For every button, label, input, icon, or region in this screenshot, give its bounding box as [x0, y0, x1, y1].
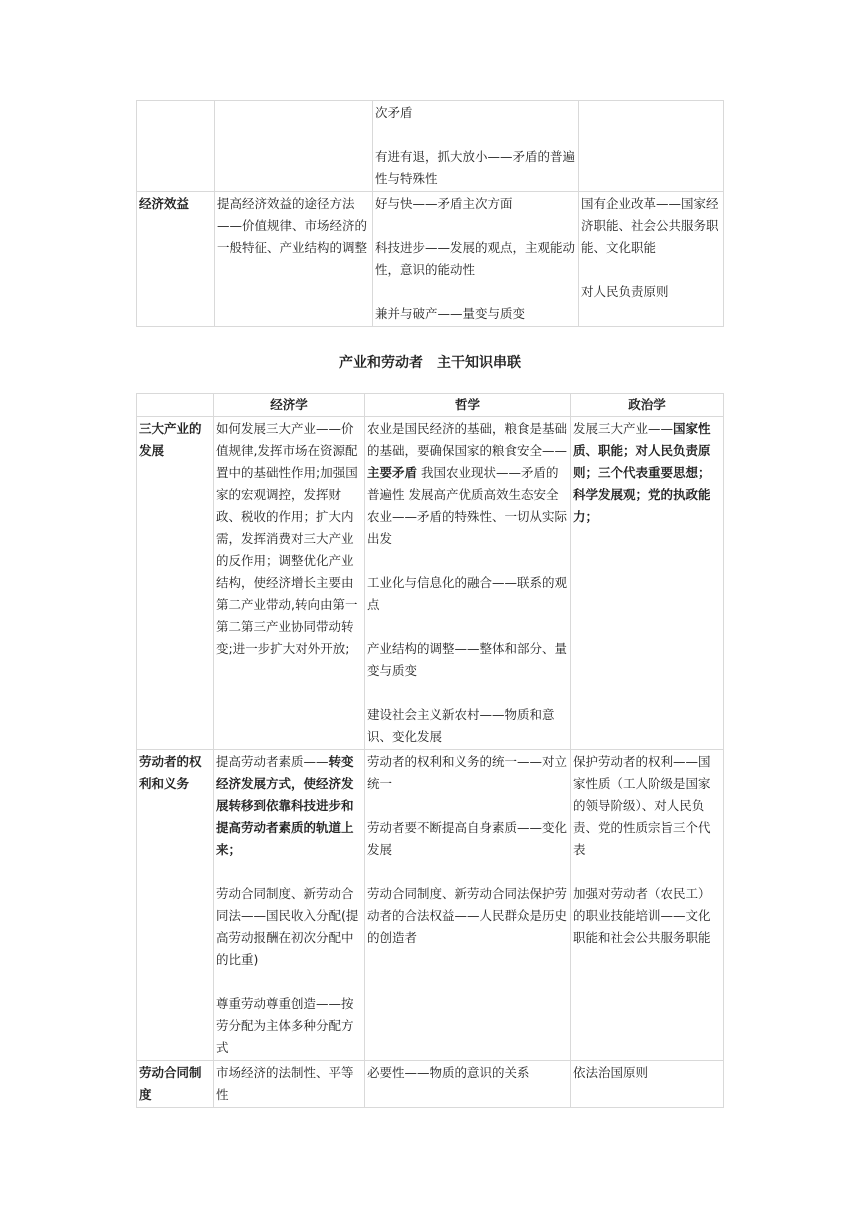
section-title: 产业和劳动者 主干知识串联	[339, 355, 521, 371]
column-header	[137, 394, 214, 417]
cell-text: 国有企业改革——国家经济职能、社会公共服务职能、文化职能	[581, 196, 719, 255]
column-header-politics: 政治学	[571, 394, 724, 417]
cell-text	[216, 751, 362, 861]
cell-text: 兼并与破产——量变与质变	[375, 306, 526, 321]
cell-text: 好与快——矛盾主次方面	[375, 196, 513, 211]
cell-text: 劳动合同制度、新劳动合同法——国民收入分配(提高劳动报酬在初次分配中的比重)	[216, 886, 359, 967]
table-row	[137, 750, 724, 1061]
row-label: 劳动合同制度	[137, 1061, 214, 1108]
bold-text: 主要矛盾	[367, 465, 418, 480]
cell-text	[367, 418, 568, 550]
cell-text: 次矛盾	[375, 105, 413, 120]
text-run: 我国农业现状——矛盾的普遍性 发展高产优质高效生态安全农业——矛盾的特殊性、一切从实际出发	[367, 465, 568, 546]
cell-text: 劳动者要不断提高自身素质——变化发展	[367, 820, 568, 857]
phil-cell	[373, 101, 579, 192]
econ-cell: 市场经济的法制性、平等性	[214, 1061, 365, 1108]
row-label: 三大产业的发展	[137, 417, 214, 750]
phil-cell: 必要性——物质的意识的关系	[365, 1061, 571, 1108]
cell-text: 劳动者的权利和义务的统一——对立统一	[367, 754, 568, 791]
cell-text: 产业结构的调整——整体和部分、量变与质变	[367, 641, 568, 678]
cell-text: 工业化与信息化的融合——联系的观点	[367, 575, 568, 612]
cell-text: 科技进步——发展的观点，主观能动性，意识的能动性	[375, 240, 576, 277]
econ-cell: 如何发展三大产业——价值规律,发挥市场在资源配置中的基础性作用;加强国家的宏观调控，发挥财政、税收的作用；扩大内需，发挥消费对三大产业的反作用；调整优化产业结构，使经济增长主要由第二产业带动,转向由第一第二第三产业协同带动转变;进一步扩大对外开放;	[214, 417, 365, 750]
table-row	[137, 101, 724, 192]
text-run: 农业是国民经济的基础，粮食是基础的基础，要确保国家的粮食安全——	[367, 421, 568, 458]
row-label: 劳动者的权利和义务	[137, 750, 214, 1061]
econ-cell	[215, 101, 373, 192]
table-header-row	[137, 394, 724, 417]
cell-text: 尊重劳动尊重创造——按劳分配为主体多种分配方式	[216, 996, 354, 1055]
phil-cell	[365, 750, 571, 1061]
econ-cell	[214, 750, 365, 1061]
text-run: 发展三大产业——	[573, 421, 674, 436]
poli-cell: 依法治国原则	[571, 1061, 724, 1108]
econ-cell	[215, 192, 373, 327]
table-industry-workers	[136, 393, 724, 1108]
column-header-economics: 经济学	[214, 394, 365, 417]
cell-text: 有进有退，抓大放小——矛盾的普遍性与特殊性	[375, 149, 576, 186]
phil-cell	[373, 192, 579, 327]
bold-text: 转变经济发展方式，使经济发展转移到依靠科技进步和提高劳动者素质的轨道上来；	[216, 754, 354, 857]
table-row	[137, 1061, 724, 1108]
poli-cell	[571, 417, 724, 750]
cell-text: 劳动合同制度、新劳动合同法保护劳动者的合法权益——人民群众是历史的创造者	[367, 886, 568, 945]
poli-cell	[579, 101, 724, 192]
cell-text: 加强对劳动者（农民工）的职业技能培训——文化职能和社会公共服务职能	[573, 886, 711, 945]
phil-cell	[365, 417, 571, 750]
cell-text: 提高经济效益的途径方法——价值规律、市场经济的一般特征、产业结构的调整	[217, 196, 368, 255]
bold-text: 国家性质、职能；对人民负责原则；三个代表重要思想；科学发展观；党的执政能力；	[573, 421, 711, 524]
poli-cell	[579, 192, 724, 327]
table-row	[137, 417, 724, 750]
table-economic-benefit	[136, 100, 724, 327]
cell-text: 建设社会主义新农村——物质和意识、变化发展	[367, 707, 555, 744]
cell-text: 保护劳动者的权利——国家性质（工人阶级是国家的领导阶级）、对人民负责、党的性质宗旨三个代表	[573, 754, 711, 857]
text-run: 提高劳动者素质——	[216, 754, 329, 769]
row-label: 经济效益	[137, 192, 215, 327]
row-label	[137, 101, 215, 192]
table-row	[137, 192, 724, 327]
cell-text: 对人民负责原则	[581, 284, 669, 299]
column-header-philosophy: 哲学	[365, 394, 571, 417]
poli-cell	[571, 750, 724, 1061]
